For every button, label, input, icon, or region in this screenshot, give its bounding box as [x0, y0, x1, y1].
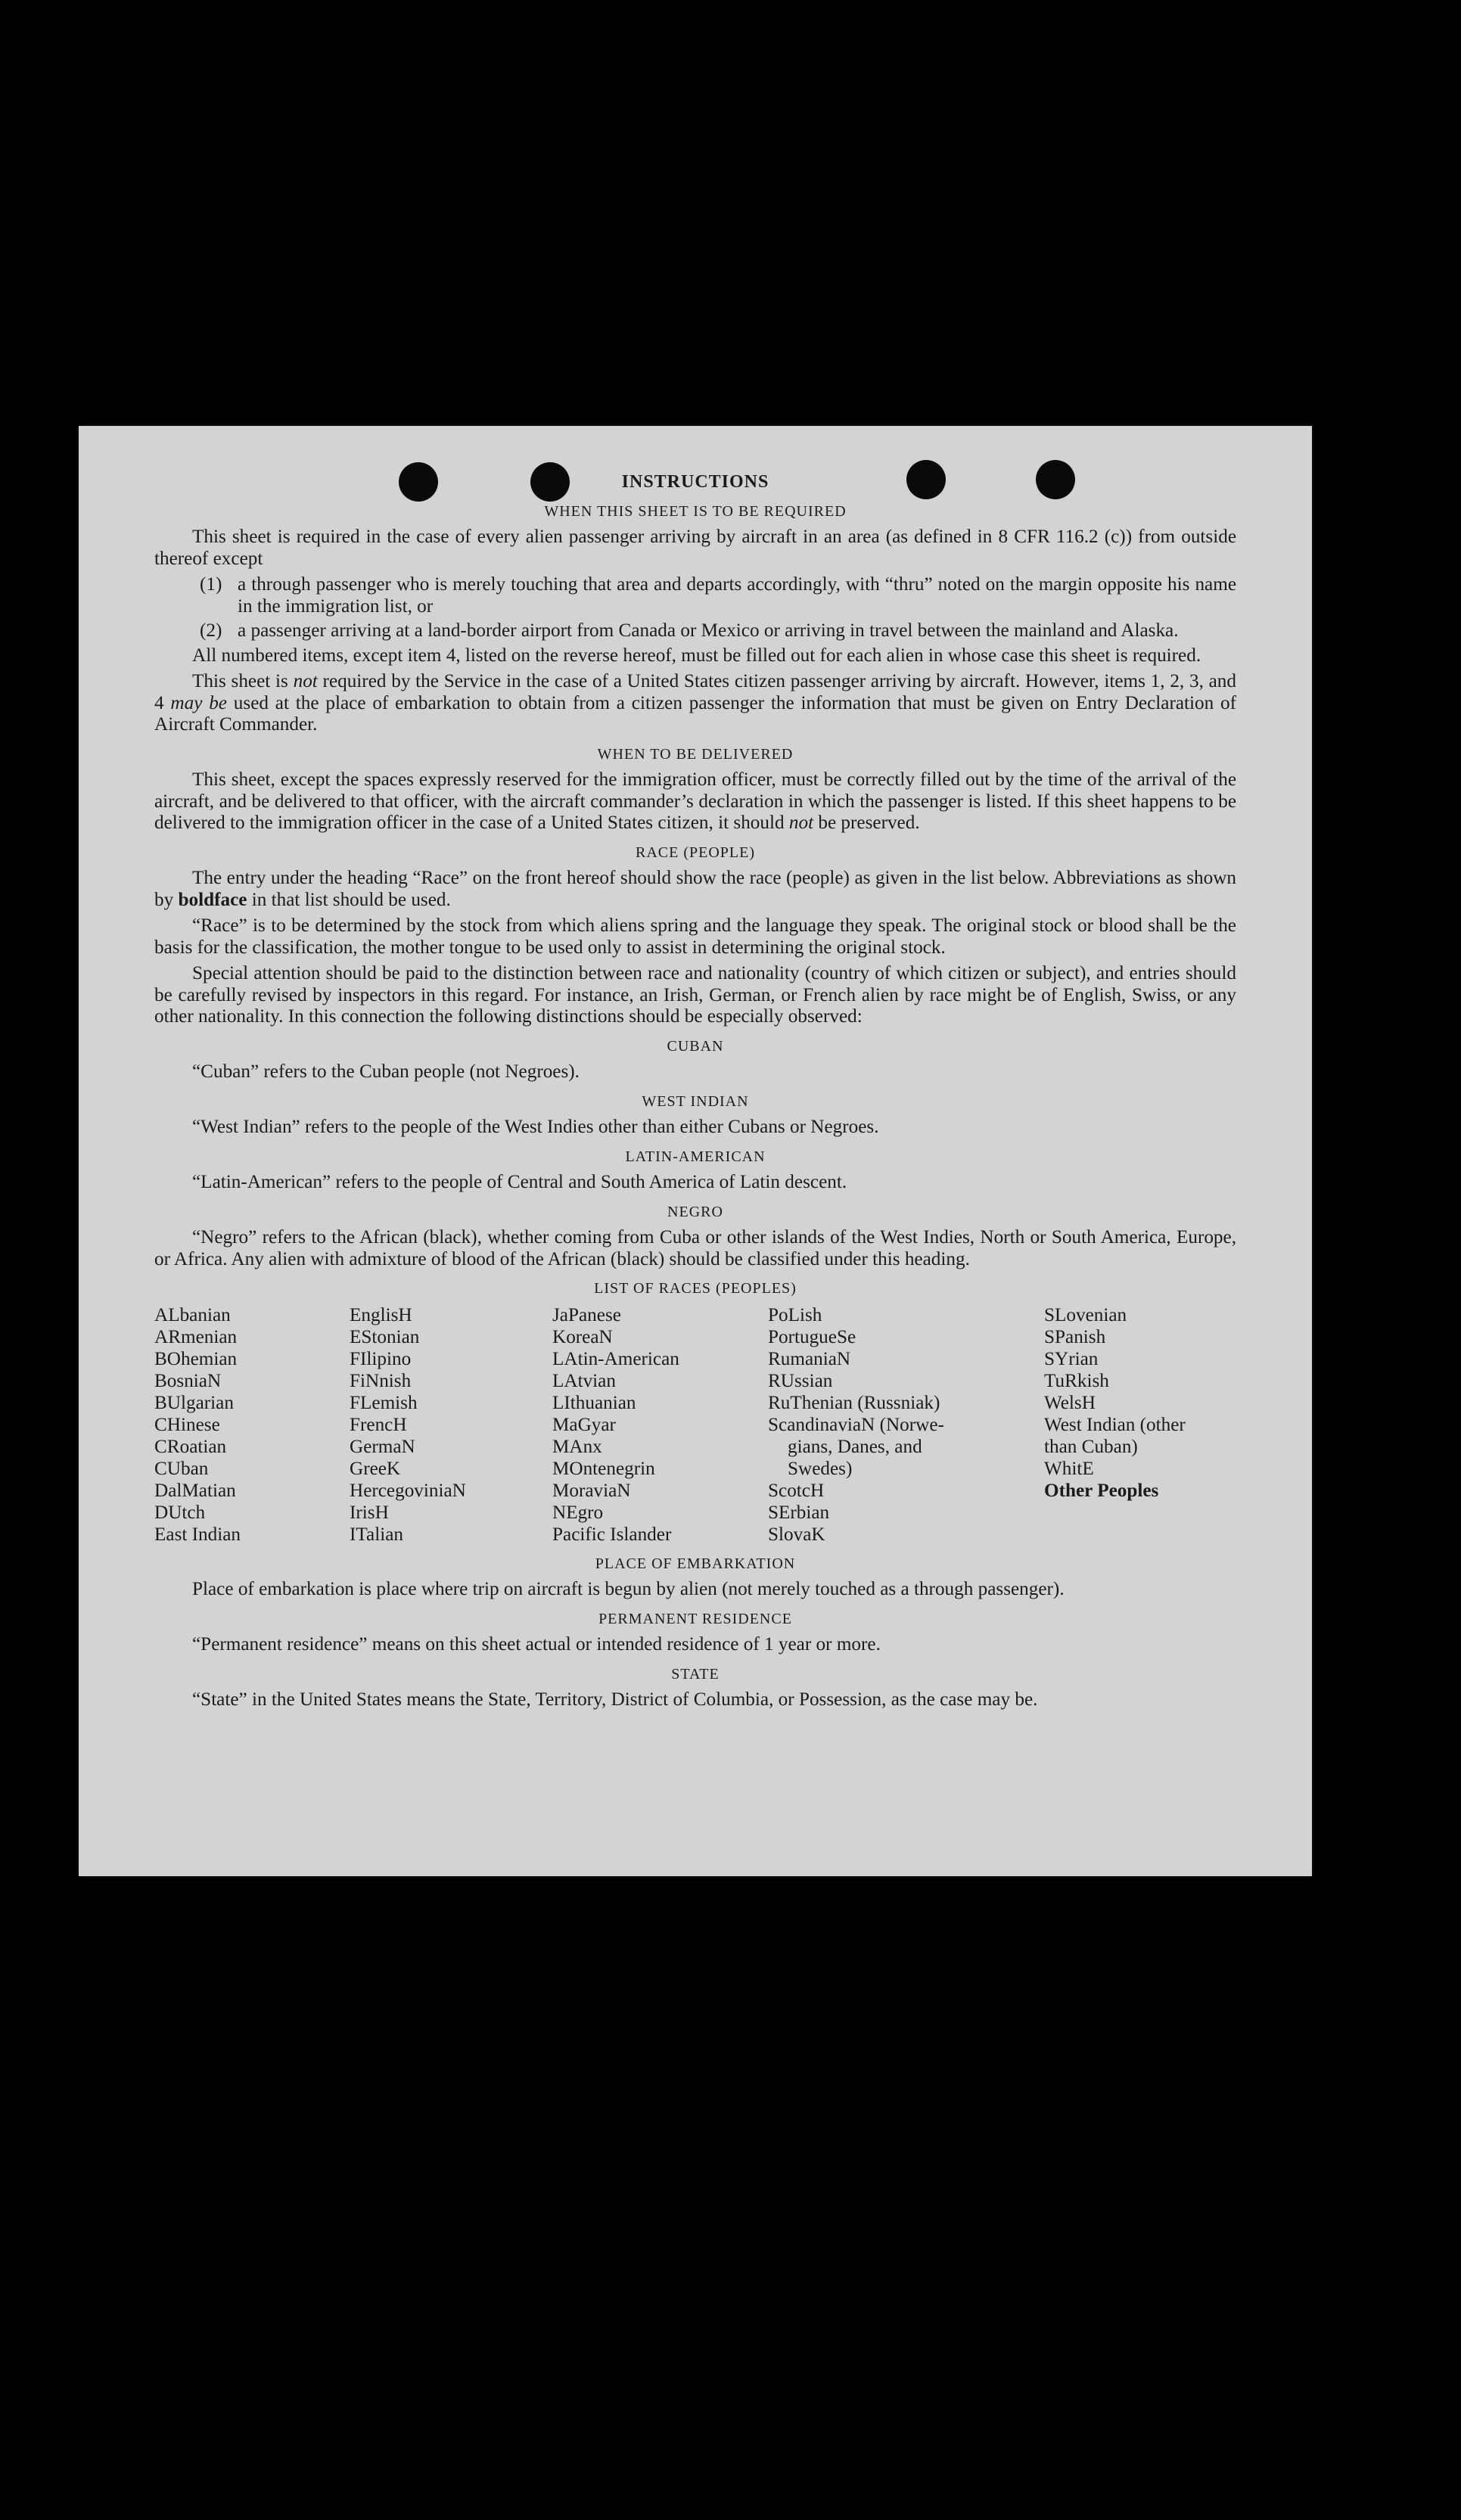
race-entry: Pacific Islander — [552, 1524, 672, 1545]
race-entry: RumaniaN — [768, 1348, 851, 1369]
paragraph: “Cuban” refers to the Cuban people (not Negroes). — [192, 1061, 580, 1082]
item-text: a passenger arriving at a land-border airport from Canada or Mexico or arriving in travel between the mainland and Alaska. — [238, 620, 1179, 641]
paragraph: Place of embarkation is place where trip on aircraft is begun by alien (not merely touched as a through passenger). — [192, 1579, 1065, 1599]
paragraph: All numbered items, except item 4, listed on the reverse hereof, must be filled out for each alien in whose case this sheet is required. — [192, 645, 1201, 666]
paragraph: This sheet is required in the case of every alien passenger arriving by aircraft in an area (as defined in 8 CFR 116.2 (c)) from outside thereof except — [154, 527, 1236, 569]
section-heading: WEST INDIAN — [642, 1092, 749, 1110]
race-entry: BOhemian — [154, 1348, 238, 1369]
race-entry: WelsH — [1044, 1392, 1096, 1413]
race-entry: ARmenian — [154, 1326, 238, 1347]
race-entry: FrencH — [350, 1414, 407, 1435]
race-column — [350, 1304, 552, 1546]
race-column — [768, 1304, 1044, 1546]
race-entry: LAtin-American — [552, 1348, 679, 1369]
paragraph: “Race” is to be determined by the stock from which aliens spring and the language they speak. The original stock or blood shall be the basis for the classification, the mother tongue to be used only to assist in determining the original stock. — [154, 915, 1236, 958]
race-column — [154, 1304, 350, 1546]
section-heading: PLACE OF EMBARKATION — [595, 1555, 796, 1572]
race-entry: ITalian — [350, 1524, 403, 1545]
section-heading: WHEN THIS SHEET IS TO BE REQUIRED — [544, 502, 847, 520]
section-heading: NEGRO — [667, 1203, 723, 1220]
race-entry: DUtch — [154, 1502, 206, 1523]
race-entry: SlovaK — [768, 1524, 825, 1545]
race-column — [1044, 1304, 1236, 1546]
section-heading: WHEN TO BE DELIVERED — [597, 745, 794, 763]
race-entry: IrisH — [350, 1502, 389, 1523]
paragraph: “Latin-American” refers to the people of Central and South America of Latin descent. — [192, 1172, 847, 1192]
item-text: a through passenger who is merely touching that area and departs accordingly, with “thru” noted on the margin opposite his name in the immigration list, or — [238, 574, 1236, 617]
race-entry: FLemish — [350, 1392, 418, 1413]
race-entry: ScotcH — [768, 1480, 825, 1501]
document-body — [154, 471, 1236, 1716]
race-entry: than Cuban) — [1044, 1436, 1138, 1457]
race-entry: KoreaN — [552, 1326, 613, 1347]
race-entry: ScandinaviaN (Norwe- — [768, 1414, 944, 1435]
race-entry: BUlgarian — [154, 1392, 234, 1413]
section-heading: RACE (PEOPLE) — [636, 844, 755, 861]
race-entry: NEgro — [552, 1502, 604, 1523]
paragraph: “Negro” refers to the African (black), whether coming from Cuba or other islands of the West Indies, North or South America, Europe, or Africa. Any alien with admixture of blood of the African (black) should be classified under this heading. — [154, 1227, 1236, 1269]
race-entry: BosniaN — [154, 1370, 222, 1391]
race-list — [154, 1304, 1236, 1546]
paragraph: “Permanent residence” means on this sheet actual or intended residence of 1 year or more. — [192, 1634, 881, 1655]
race-entry: SYrian — [1044, 1348, 1099, 1369]
section-heading: LIST OF RACES (PEOPLES) — [594, 1280, 797, 1297]
race-entry: FiNnish — [350, 1370, 412, 1391]
race-entry: Other Peoples — [1044, 1480, 1159, 1501]
race-entry: MAnx — [552, 1436, 602, 1457]
section-heading: PERMANENT RESIDENCE — [598, 1610, 792, 1627]
race-entry: MaGyar — [552, 1414, 616, 1435]
race-entry: FIlipino — [350, 1348, 412, 1369]
section-heading: STATE — [671, 1665, 720, 1683]
page-title: INSTRUCTIONS — [621, 472, 769, 492]
race-entry: RUssian — [768, 1370, 833, 1391]
race-entry: ALbanian — [154, 1304, 231, 1325]
race-entry: GreeK — [350, 1458, 401, 1479]
race-entry: West Indian (other — [1044, 1414, 1186, 1435]
race-entry: EnglisH — [350, 1304, 412, 1325]
paragraph: “West Indian” refers to the people of the West Indies other than either Cubans or Negroes. — [192, 1117, 879, 1137]
race-entry: CUban — [154, 1458, 209, 1479]
race-entry: CHinese — [154, 1414, 220, 1435]
race-entry: Swedes) — [788, 1458, 853, 1479]
race-entry: HercegoviniaN — [350, 1480, 466, 1501]
race-entry: RuThenian (Russniak) — [768, 1392, 940, 1413]
race-entry: PoLish — [768, 1304, 822, 1325]
race-entry: SPanish — [1044, 1326, 1106, 1347]
list-item — [154, 620, 1236, 642]
race-entry: East Indian — [154, 1524, 241, 1545]
race-entry: SErbian — [768, 1502, 830, 1523]
item-number: (2) — [200, 620, 222, 641]
paragraph: This sheet is not required by the Service in the case of a United States citizen passenger arriving by aircraft. However, items 1, 2, 3, and 4 may be used at the place of embarkation to obtain from a citizen passenger the information that must be given on Entry Declaration of Aircraft Commander. — [154, 671, 1236, 735]
list-item — [154, 574, 1236, 617]
paragraph: “State” in the United States means the State, Territory, District of Columbia, or Possession, as the case may be. — [192, 1689, 1038, 1710]
section-heading: CUBAN — [667, 1037, 724, 1055]
document-sheet — [79, 426, 1312, 1876]
paragraph: Special attention should be paid to the distinction between race and nationality (country of which citizen or subject), and entries should be carefully revised by inspectors in this regard. For instance, an Irish, German, or French alien by race might be of English, Swiss, or any other nationality. In this connection the following distinctions should be especially observed: — [154, 963, 1236, 1027]
race-entry: SLovenian — [1044, 1304, 1127, 1325]
race-entry: JaPanese — [552, 1304, 621, 1325]
race-column — [552, 1304, 768, 1546]
section-heading: LATIN-AMERICAN — [625, 1148, 766, 1165]
race-entry: CRoatian — [154, 1436, 227, 1457]
race-entry: PortugueSe — [768, 1326, 856, 1347]
race-entry: DalMatian — [154, 1480, 236, 1501]
race-entry: TuRkish — [1044, 1370, 1109, 1391]
paragraph: The entry under the heading “Race” on the front hereof should show the race (people) as given in the list below. Abbreviations as shown by boldface in that list should be used. — [154, 868, 1236, 910]
item-number: (1) — [200, 574, 222, 595]
race-entry: EStonian — [350, 1326, 420, 1347]
race-entry: MoraviaN — [552, 1480, 631, 1501]
race-entry: MOntenegrin — [552, 1458, 655, 1479]
race-entry: LAtvian — [552, 1370, 616, 1391]
race-entry: gians, Danes, and — [788, 1436, 922, 1457]
paragraph: This sheet, except the spaces expressly reserved for the immigration officer, must be correctly filled out by the time of the arrival of the aircraft, and be delivered to that officer, with the aircraft commander’s declaration in which the passenger is listed. If this sheet happens to be delivered to the immigration officer in the case of a United States citizen, it should not be preserved. — [154, 769, 1236, 833]
race-entry: LIthuanian — [552, 1392, 636, 1413]
race-entry: WhitE — [1044, 1458, 1094, 1479]
race-entry: GermaN — [350, 1436, 415, 1457]
